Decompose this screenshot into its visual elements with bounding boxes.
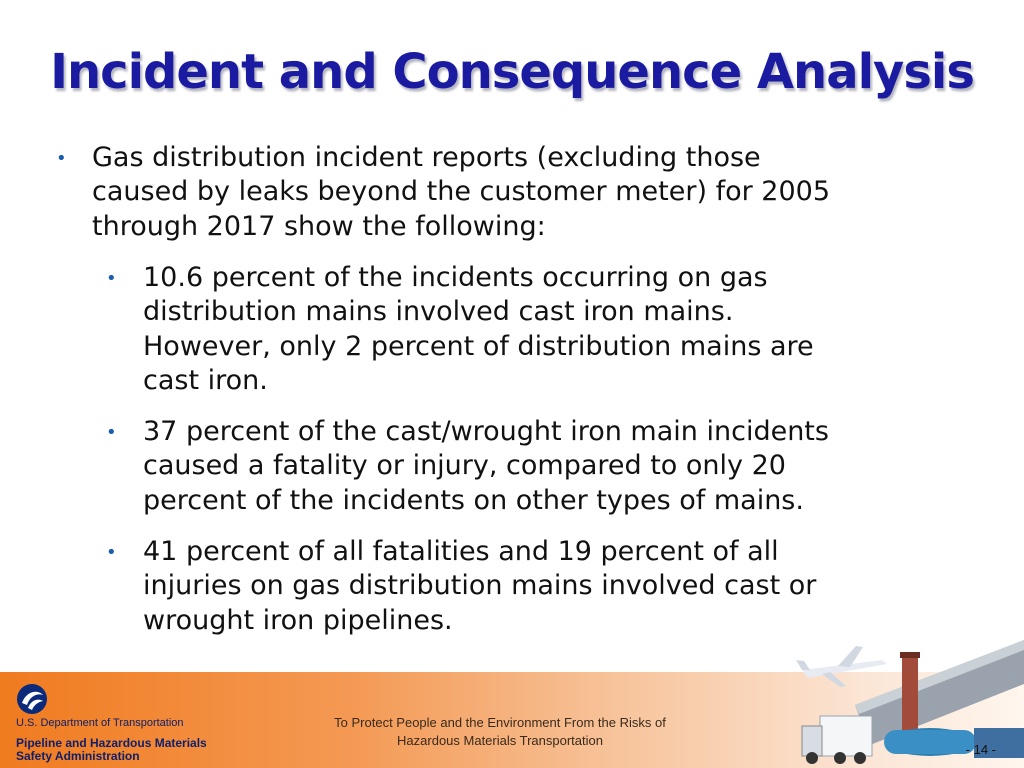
bullet-marker: • xyxy=(106,542,117,563)
bullet-level2: 41 percent of all fatalities and 19 percent of all injuries on gas distribution mains involved cast or wrought iron pipelines. xyxy=(143,536,817,636)
bullet-level1: Gas distribution incident reports (excluding those caused by leaks beyond the customer meter) for 2005 through 2017 show the following: xyxy=(92,142,830,242)
bullet-marker: • xyxy=(106,422,117,443)
dot-logo-icon xyxy=(16,683,48,715)
bullet-level2: 10.6 percent of the incidents occurring on gas distribution mains involved cast iron mains. However, only 2 percent of distribution mains are cast iron. xyxy=(143,262,814,396)
agency-line-2: Pipeline and Hazardous Materials xyxy=(16,736,207,750)
page-number: - 14 - xyxy=(965,742,996,757)
bullet-marker: • xyxy=(56,148,67,169)
agency-line-1: U.S. Department of Transportation xyxy=(16,717,184,729)
footer-tagline: To Protect People and the Environment From the Risks of Hazardous Materials Transportation xyxy=(334,715,666,748)
bullet-marker: • xyxy=(106,268,117,289)
agency-line-3: Safety Administration xyxy=(16,749,140,763)
slide-title: Incident and Consequence Analysis xyxy=(50,44,974,100)
bullet-level2: 37 percent of the cast/wrought iron main incidents caused a fatality or injury, compared to only 20 percent of the incidents on other types of mains. xyxy=(143,416,829,516)
